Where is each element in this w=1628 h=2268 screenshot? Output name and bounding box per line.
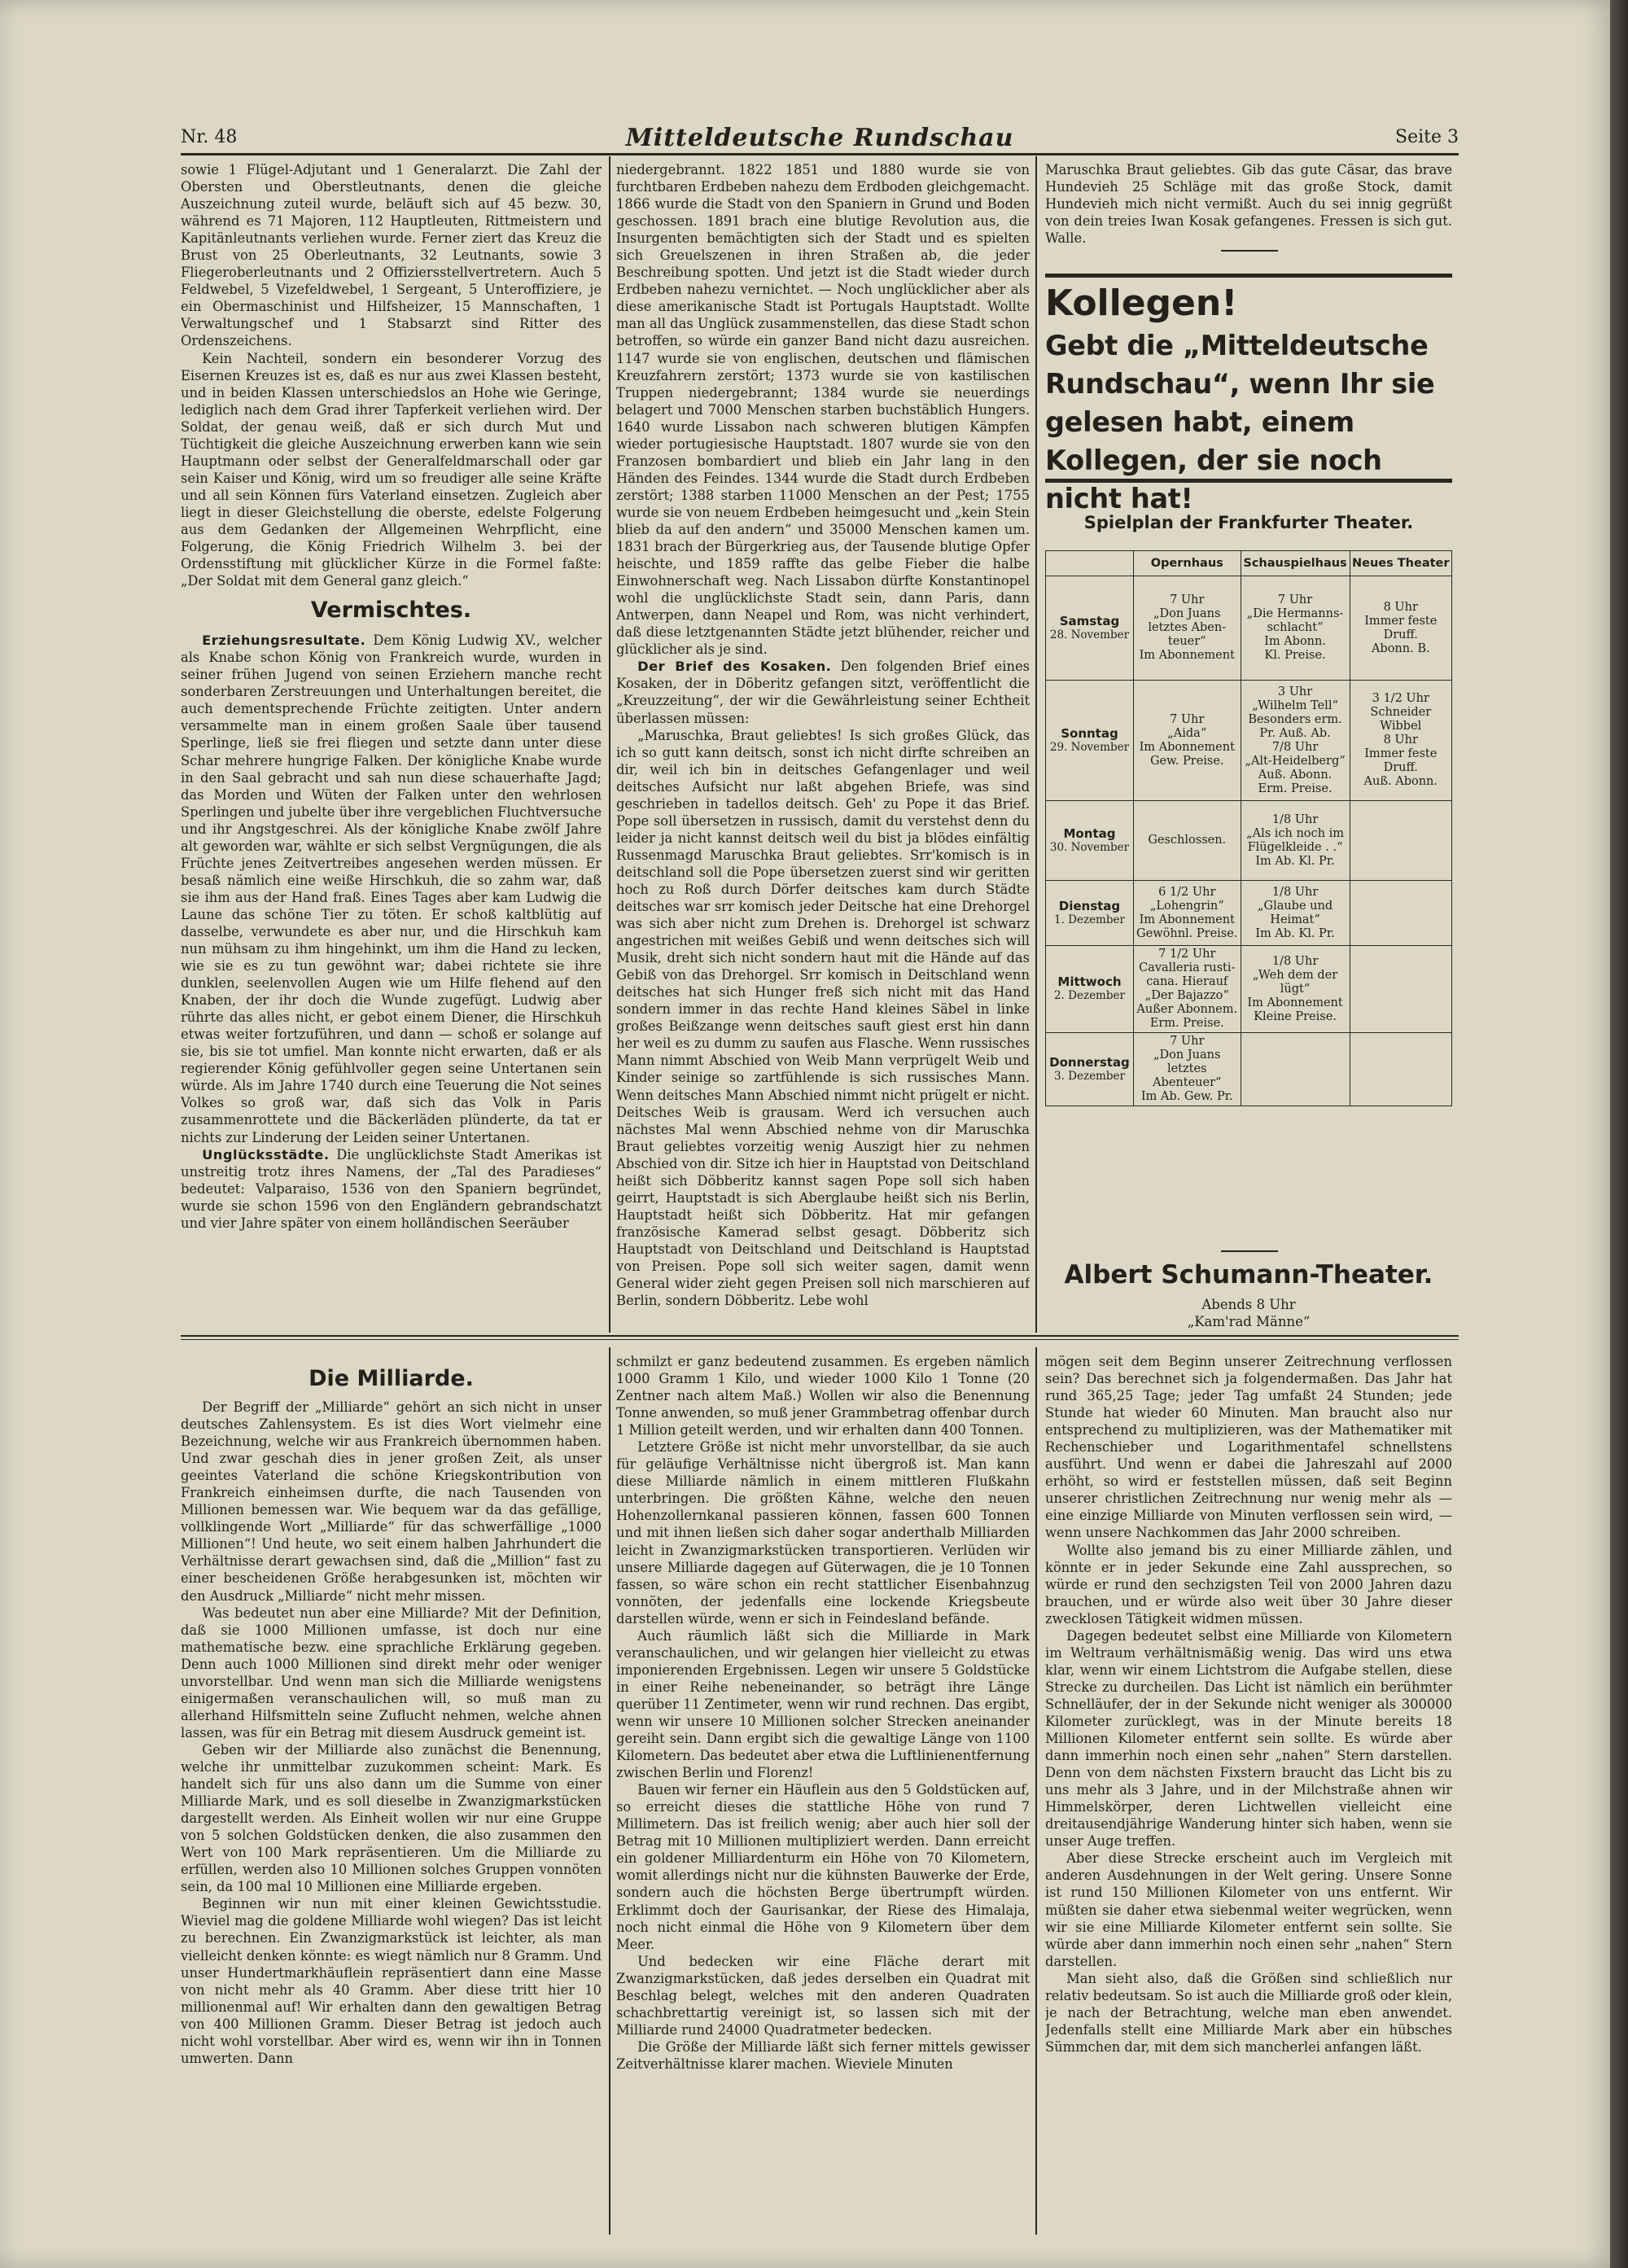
- schedule-line: 1/8 Uhr: [1271, 885, 1319, 899]
- article-paragraph: Auch räumlich läßt sich die Milliarde in Mark veranschaulichen, und wir gelangen hier vielleicht zu etwas imponierenden Ergebnissen. Legen wir unsere 5 Goldstücke in einer Reihe nebeneinander, so beträgt ihre Länge querüber 11 Zentimeter, wenn wir rund rechnen. Das ergibt, wenn wir unsere 10 Millionen solcher Strecken aneinander gereiht sein. Dann ergibt sich die gewaltige Länge von 1100 Kilometern. Das bedeutet aber etwa die Luftlinienentfernung zwischen Berlin und Florenz!: [616, 1627, 1030, 1781]
- schedule-line: Immer feste: [1364, 747, 1438, 760]
- article-paragraph: Geben wir der Milliarde also zunächst die Benennung, welche ihr unmittelbar zuzukommen scheint: Mark. Es handelt sich für uns also dann um die Summe von einer Milliarde Mark, und es soll dieselbe in Zwanzigmarkstücken dargestellt werden. Als Einheit wollen wir nur eine Gruppe von 5 solchen Goldstücken denken, die also zusammen den Wert von 100 Mark repräsentieren. Um die Milliarde zu erfüllen, werden also 10 Millionen solches Gruppen vonnöten sein, da 100 mal 10 Millionen eine Milliarde ergeben.: [181, 1741, 602, 1895]
- table-row: [1046, 1033, 1452, 1106]
- kosak-letter: „Maruschka, Braut geliebtes! Is sich großes Glück, das ich so gutt kann deitsch, sonst ich nicht dirfte schreiben an dir, weil ich bin in deitsches Gefangenlager und weil deitsches Aufsicht nur laßt abgehen Briefe, was sind geschrieben in tadellos deitsch. Geh' zu Pope it das Brief. Pope soll übersetzen in russisch, damit du verstehst denn du leider ja nicht kannst deitsch weil du bist ja blödes einfältig Russenmagd Maruschka Braut geliebtes. Srr'komisch is in deitschland soll die Pope übersetzen zuerst sind wir geritten hoch zu Roß durch Dörfer deitsches kam durch Städte deitsches war srr komisch jeder Deitsche hat eine Drehorgel was sich aber nicht zum Drehen is. Drehorgel ist schwarz angestrichen mit weißes Gebiß und wenn deitsches sich will Musik, dreht sich nicht sondern haut mit die Hände auf das Gebiß von das Drehorgel. Srr komisch in Deitschland wenn deitsches hat sich Hunger freß sich nicht mit das Hand sondern immer in das rechte Hand kleines Säbel in linke großes Beißzange wenn deitsches sauft giest erst hin dann her weil es zu dumm zu saufen aus Flasche. Wenn russisches Mann nimmt Abschied von Weib Mann verprügelt Weib und Kinder seinige so zartfühlende is sich russisches Mann. Wenn deitsches Mann Abschied nimmt nicht prügelt er nicht. Deitsches Weib is grausam. Werd ich versuchen auch nächstes Mal wenn Abschied nehme von dir Maruschka Braut geliebtes vorzeitig wenig Auszigt hier zu nehmen Abschied von dir. Sitze ich hier in Hauptstad von Deitschland heißt sich Döbberitz kannst sagen Pope soll sich haben geirrt, Hauptstadt is sich Aberglaube heißt sich nis Berlin, Hauptstadt heißt sich Döbberitz. Hat mir gefangen französische Kamerad selbst gesagt. Döbberitz sich Hauptstadt von Deitschland und Deitschland is Hauptstad von Preisen. Pope soll sich weiter sagen, damit wenn General wider zieht gegen Preisen soll nich marschieren auf Berlin, sondern Döbberitz. Lebe wohl: [616, 727, 1030, 1309]
- schedule-line: 7 1/2 Uhr: [1158, 948, 1216, 961]
- schedule-line: 8 Uhr: [1383, 733, 1418, 747]
- page-header: [181, 122, 1459, 155]
- day-date: 1. Dezember: [1053, 913, 1125, 926]
- ad-rule-bottom: [1045, 479, 1452, 483]
- schedule-line: teuer“: [1167, 635, 1206, 648]
- schedule-day: [1046, 1033, 1134, 1106]
- schedule-cell: [1241, 881, 1350, 946]
- day-date: 29. November: [1049, 740, 1130, 754]
- day-date: 2. Dezember: [1053, 989, 1125, 1002]
- schedule-line: „Wilhelm Tell“: [1252, 698, 1338, 712]
- schedule-line: 7 Uhr: [1170, 593, 1205, 606]
- milliarde-column-1: [181, 1353, 602, 2240]
- header-rule: [181, 153, 1459, 155]
- day-name: Montag: [1063, 825, 1116, 841]
- section-separator: [181, 1339, 1459, 1340]
- schedule-line: Druff.: [1383, 761, 1418, 774]
- schedule-line: Im Abonnement: [1247, 996, 1343, 1009]
- ad-rule-top: [1045, 274, 1452, 278]
- schedule-line: Besonders erm.: [1248, 712, 1342, 726]
- schedule-line: lügt“: [1280, 982, 1311, 996]
- table-row: [1046, 881, 1452, 946]
- article-paragraph: Was bedeutet nun aber eine Milliarde? Mit der Definition, daß sie 1000 Millionen umfasse, ist doch nur eine mathematische bezw. eine sprachliche Erklärung gegeben. Denn auch 1000 Millionen sind direkt mehr oder weniger unvorstellbar. Und wenn man sich die Milliarde wenigstens einigermaßen veranschaulichen will, so muß man zu allerhand Hilfsmitteln seine Zuflucht nehmen, welche ahnen lassen, was für ein Betrag mit diesem Ausdruck gemeint ist.: [181, 1605, 602, 1740]
- schedule-cell: [1350, 1033, 1451, 1106]
- schedule-line: Cavalleria rusti-: [1139, 961, 1236, 974]
- schedule-line: letztes Abenteuer“: [1153, 1062, 1222, 1089]
- schedule-line: Im Ab. Gew. Pr.: [1140, 1090, 1233, 1103]
- kosak-letter-end: Maruschka Braut geliebtes. Gib das gute Cäsar, das brave Hundevieh 25 Schläge mit das große Stock, damit Hundevieh mich nicht vermißt. Auch du sei innig gegrüßt von dein treies Iwan Kosak gefangenes. Fressen is sich gut. Walle.: [1045, 162, 1452, 247]
- article-paragraph: Der Begriff der „Milliarde“ gehört an sich nicht in unser deutsches Zahlensystem. Es ist dies Wort vielmehr eine Bezeichnung, welche wir aus Frankreich übernommen haben. Und zwar geschah dies in jener großen Zeit, als unser geeintes Vaterland die schöne Kriegskontribution von Frankreich einheimsen durfte, die nach Tausenden von Millionen bemessen war. Wie bequem war da das gefällige, vollklingende Wort „Milliarde“ für das schwerfällige „1000 Millionen“! Und heute, wo seit einem halben Jahrhundert die Verhältnisse derart gewachsen sind, daß die „Million“ fast zu einer bescheidenen Größe herabgesunken ist, möchten wir den Ausdruck „Milliarde“ nicht mehr missen.: [181, 1399, 602, 1604]
- schedule-line: 7 Uhr: [1277, 593, 1313, 606]
- article-paragraph: mögen seit dem Beginn unserer Zeitrechnung verflossen sein? Das berechnet sich ja folgendermaßen. Das Jahr hat rund 365,25 Tage; jeder Tag umfaßt 24 Stunden; jede Stunde hat wieder 60 Minuten. Man braucht also nur entsprechend zu multiplizieren, was der Mathematiker mit Rechenschieber und Logarithmentafel schnellstens ausführt. Und wenn er dabei die Jahreszahl auf 2000 erhöht, so wird er feststellen müssen, daß seit Beginn unserer christlichen Zeitrechnung nur wenig mehr als — eine einzige Milliarde von Minuten verflossen sein wird, — wenn unsere Nachkommen das Jahr 2000 schreiben.: [1045, 1354, 1452, 1541]
- schedule-line: „Alt-Heidelberg“: [1245, 754, 1346, 768]
- article-paragraph: Bauen wir ferner ein Häuflein aus den 5 Goldstücken auf, so erreicht dieses die stattliche Höhe von rund 7 Millimetern. Das ist freilich wenig; aber auch hier soll der Betrag mit 10 Millionen multipliziert werden. Dann erreicht ein goldener Milliardenturm ein Höhe von 70 Kilometern, womit allerdings nicht nur die kühnsten Bauwerke der Erde, sondern auch die höchsten Berge übertrumpft würden. Erklimmt doch der Gaurisankar, der Riese des Himalaja, noch nicht einmal die Höhe von 9 Kilometern über dem Meer.: [616, 1782, 1030, 1952]
- schedule-cell: [1350, 681, 1451, 801]
- short-rule: [1221, 1250, 1278, 1252]
- schedule-line: 7 Uhr: [1170, 1035, 1205, 1048]
- schedule-line: „Aida“: [1167, 726, 1207, 740]
- schedule-line: „Glaube und: [1257, 899, 1333, 913]
- column-header: Neues Theater: [1350, 551, 1451, 576]
- schedule-line: „Weh dem der: [1252, 968, 1338, 982]
- schedule-cell: [1133, 681, 1241, 801]
- runin-title: Unglücksstädte.: [202, 1146, 330, 1162]
- schedule-line: Im Abonnement: [1139, 740, 1235, 754]
- schedule-line: schlacht“: [1267, 621, 1324, 634]
- section-separator: [181, 1335, 1459, 1337]
- day-date: 30. November: [1049, 840, 1130, 854]
- schedule-cell: [1241, 946, 1350, 1033]
- schedule-cell: [1241, 1033, 1350, 1106]
- article-paragraph: Und bedecken wir eine Fläche derart mit Zwanzigmarkstücken, daß jedes derselben ein Quadrat mit Beschlag belegt, welches mit den anderen Quadraten schachbrettartig vereinigt ist, so lassen sich mit der Milliarde rund 24000 Quadratmeter bedecken.: [616, 1953, 1030, 2038]
- masthead-title: Mitteldeutsche Rundschau: [625, 124, 1014, 152]
- section-heading-vermischtes: Vermischtes.: [310, 598, 472, 624]
- day-date: 3. Dezember: [1053, 1069, 1125, 1083]
- issue-number: Nr. 48: [181, 127, 238, 147]
- schedule-cell: [1241, 801, 1350, 881]
- schedule-line: Gewöhnl. Preise.: [1136, 926, 1238, 940]
- schedule-day: [1046, 681, 1134, 801]
- schedule-line: Auß. Abonn.: [1258, 768, 1333, 782]
- schedule-line: Geschlossen.: [1148, 834, 1227, 847]
- schedule-line: „Die Hermanns-: [1246, 607, 1344, 620]
- schedule-line: „Don Juans: [1153, 1049, 1221, 1062]
- column-3-letter-end: [1045, 161, 1452, 251]
- schedule-line: Auß. Abonn.: [1363, 775, 1438, 788]
- kollegen-advertisement: [1045, 281, 1452, 514]
- ad-headline: Kollegen!: [1045, 282, 1238, 324]
- day-name: Dienstag: [1058, 898, 1121, 913]
- day-name: Sonntag: [1061, 725, 1118, 741]
- column-1: [181, 161, 602, 1333]
- theater-schedule-table: [1045, 550, 1452, 1106]
- schedule-cell: [1350, 576, 1451, 681]
- article-ungluecksstaedte-cont: niedergebrannt. 1822 1851 und 1880 wurde sie von furchtbaren Erdbeben nahezu dem Erdboden gleichgemacht. 1866 wurde die Stadt von den Spaniern in Grund und Boden geschossen. 1891 brach eine blutige Revolution aus, die Insurgenten bemächtigten sich der Stadt und es spielten sich Greuelszenen in ihren Straßen ab, die jeder Beschreibung spotten. Und jetzt ist die Stadt wieder durch Erdbeben nahezu vernichtet. — Noch unglücklicher aber als diese amerikanische Stadt ist Portugals Hauptstadt. Wollte man all das Unglück zusammenstellen, das diese Stadt schon betroffen, so würde ein ganzer Band nicht dazu ausreichen. 1147 wurde sie von englischen, deutschen und flämischen Kreuzfahrern zerstört; 1373 wurde sie von kastilischen Truppen niedergebrannt; 1384 wurde sie neuerdings belagert und 7000 Menschen starben buchstäblich Hungers. 1640 wurde Lissabon nach schweren blutigen Kämpfen wieder portugiesische Hauptstadt. 1807 wurde sie von den Franzosen bombardiert und blieb ein Jahr lang in den Händen des Feindes. 1344 wurde die Stadt durch Erdbeben zerstört; 1388 starben 11000 Menschen an der Pest; 1755 wurde sie von neuem Erdbeben heimgesucht und „kein Stein blieb da auf den andern“ und 35000 Menschen kamen um. 1831 brach der Bürgerkrieg aus, der Tausende blutige Opfer heischte, und 1859 raffte das gelbe Fieber die halbe Einwohnerschaft weg. Nach Lissabon dürfte Konstantinopel wohl die unglücklichste Stadt sein, dann Paris, dann Antwerpen, dann Neapel und Rom, was nicht verhindert, daß diese letztgenannten Städte jetzt blühender, reicher und glücklicher als je sind.: [616, 162, 1030, 658]
- day-name: Mittwoch: [1057, 974, 1122, 989]
- schedule-line: letztes Aben-: [1148, 621, 1227, 634]
- article-paragraph: Letztere Größe ist nicht mehr unvorstellbar, da sie auch für geläufige Verhältnisse nicht übergroß ist. Man kann diese Milliarde nämlich in einem mittleren Flußkahn unterbringen. Die größten Kähne, welche den neuen Hohenzollernkanal passieren können, fassen 600 Tonnen und mit ihnen ließen sich daher sogar anderthalb Milliarden leicht in Zwanzigmarkstücken transportieren. Verlüden wir unsere Milliarde dagegen auf Güterwagen, die je 10 Tonnen fassen, so wäre schon ein recht stattlicher Eisenbahnzug vonnöten, der jedenfalls eine lockende Kriegsbeute darstellen würde, wenn er sich in Feindesland befände.: [616, 1439, 1030, 1627]
- schedule-line: 6 1/2 Uhr: [1158, 885, 1216, 899]
- theater-schedule-title: Spielplan der Frankfurter Theater.: [1083, 513, 1414, 532]
- runin-title: Der Brief des Kosaken.: [637, 659, 832, 675]
- column-rule: [1035, 156, 1037, 1333]
- schedule-line: „Der Bajazzo“: [1144, 989, 1229, 1002]
- schedule-cell: [1241, 576, 1350, 681]
- schedule-line: Abonn. B.: [1371, 641, 1430, 655]
- schedule-line: 8 Uhr: [1383, 600, 1418, 614]
- schedule-line: Immer feste: [1364, 614, 1438, 628]
- milliarde-column-2: [616, 1353, 1030, 2240]
- table-row: [1046, 576, 1452, 681]
- schedule-line: Flügelkleide . .“: [1247, 840, 1343, 854]
- article-ungluecksstaedte: Unglücksstädte. Die unglücklichste Stadt Amerikas ist unstreitig trotz ihres Namens, der „Tal des Paradieses“ bedeutet: Valparaiso, 1536 von den Spaniern begründet, wurde sie schon 1596 von den Engländern gebrandschatzt und vier Jahre später von einem holländischen Seeräuber: [181, 1146, 602, 1231]
- article-paragraph: Beginnen wir nun mit einer kleinen Gewichtsstudie. Wieviel mag die goldene Milliarde wohl wiegen? Das ist leicht zu berechnen. Ein Zwanzigmarkstück ist leichter, als man vielleicht denken könnte: es wiegt nämlich nur 8 Gramm. Und unser Hundertmarkhäuflein repräsentiert dann eine Masse von nicht mehr als 40 Gramm. Aber diese tritt hier 10 millionenmal auf! Wir erhalten dann den gewaltigen Betrag von 400 Millionen Gramm. Dieser Betrag ist jedoch auch nicht wohl vorstellbar. Aber wird es, wenn wir ihn in Tonnen umwerten. Dann: [181, 1896, 602, 2066]
- schedule-line: Gew. Preise.: [1149, 754, 1224, 768]
- article-paragraph: Aber diese Strecke erscheint auch im Vergleich mit anderen Ausdehnungen in der Welt gering. Unsere Sonne ist rund 150 Millionen Kilometer von uns entfernt. Wir müßten sie daher etwa siebenmal weiter wegrücken, wenn wir sie eine Milliarde Kilometer entfernt sein sollte. Sie würde aber dann immerhin noch einen sehr „nahen“ Stern darstellen.: [1045, 1850, 1452, 1969]
- schedule-line: 1/8 Uhr: [1271, 954, 1319, 968]
- schedule-day: [1046, 881, 1134, 946]
- page-number: Seite 3: [1395, 127, 1459, 147]
- schedule-line: „Als ich noch im: [1246, 826, 1344, 840]
- iron-cross-paragraph-2: Kein Nachteil, sondern ein besonderer Vorzug des Eisernen Kreuzes ist es, daß es nur aus zwei Klassen besteht, und in beiden Klassen unterschiedslos an Hohe wie Geringe, lediglich nach dem Grad ihrer Tapferkeit verliehen wird. Der Soldat, der genau weiß, daß er sich durch Mut und Tüchtigkeit die gleiche Auszeichnung erwerben kann wie sein Hauptmann oder selbst der Generalfeldmarschall oder gar sein Kaiser und König, wird um so freudiger alle seine Kräfte und all sein Können fürs Vaterland einsetzen. Zugleich aber liegt in dieser Gleichstellung die oberste, edelste Folgerung aus dem Gedanken der Allgemeinen Wehrpflicht, eine Folgerung, die König Friedrich Wilhelm 3. bei der Ordensstiftung mit glücklicher Kürze in die Formel faßte: „Der Soldat mit dem General ganz gleich.“: [181, 350, 602, 589]
- schumann-theater-info: Abends 8 Uhr „Kam'rad Männe“: [1187, 1297, 1311, 1329]
- iron-cross-paragraph: sowie 1 Flügel-Adjutant und 1 Generalarzt. Die Zahl der Obersten und Oberstleutnants, denen die gleiche Auszeichnung zuteil wurde, beläuft sich auf 45 bezw. 30, während es 71 Majoren, 112 Hauptleuten, Rittmeistern und Kapitänleutnants verliehen wurde. Ferner ziert das Kreuz die Brust von 25 Oberleutnants, 32 Leutnants, sowie 3 Fliegeroberleutnants und 2 Offiziersstellvertretern. Auch 5 Feldwebel, 5 Vizefeldwebel, 1 Sergeant, 5 Unteroffiziere, je ein Obermaschinist und Hilfsheizer, 15 Mannschaften, 1 Verwaltungschef und 1 Stabsarzt sind Ritter des Ordenszeichens.: [181, 162, 602, 349]
- article-paragraph: Die Größe der Milliarde läßt sich ferner mittels gewisser Zeitverhältnisse klarer machen. Wieviele Minuten: [616, 2038, 1030, 2072]
- schedule-day: [1046, 576, 1134, 681]
- schedule-line: 3 Uhr: [1277, 685, 1313, 698]
- schedule-cell: [1133, 946, 1241, 1033]
- table-row: [1046, 946, 1452, 1033]
- schedule-line: 7/8 Uhr: [1271, 740, 1319, 754]
- schedule-line: 7 Uhr: [1170, 712, 1205, 726]
- day-date: 28. November: [1049, 628, 1130, 641]
- schedule-day: [1046, 801, 1134, 881]
- article-paragraph: Man sieht also, daß die Größen sind schließlich nur relativ bedeutsam. So ist auch die Milliarde groß oder klein, je nach der Betrachtung, welche man eben anwendet. Jedenfalls stellt eine Milliarde Mark aber ein hübsches Sümmchen dar, mit dem sich mancherlei anfangen läßt.: [1045, 1970, 1452, 2055]
- schedule-line: cana. Hierauf: [1146, 975, 1228, 988]
- article-paragraph: Wollte also jemand bis zu einer Milliarde zählen, und könnte er in jeder Sekunde eine Zahl aussprechen, so würde er rund den sechzigsten Teil von 2000 Jahren dazu brauchen, und er würde also weit über 30 Jahre dieser zwecklosen Tätigkeit widmen müssen.: [1045, 1542, 1452, 1627]
- day-name: Samstag: [1059, 613, 1120, 628]
- day-name: Donnerstag: [1049, 1054, 1130, 1070]
- schedule-line: Kl. Preise.: [1264, 649, 1326, 662]
- article-heading-milliarde: Die Milliarde.: [309, 1366, 474, 1391]
- schedule-line: Erm. Preise.: [1149, 1017, 1224, 1030]
- schedule-cell: [1133, 881, 1241, 946]
- schedule-line: Im Ab. Kl. Pr.: [1255, 926, 1335, 940]
- column-rule: [609, 156, 610, 1333]
- schedule-cell: [1241, 681, 1350, 801]
- schedule-line: Schneider Wibbel: [1370, 706, 1432, 733]
- table-row: [1046, 801, 1452, 881]
- schumann-theater-title: Albert Schumann-Theater.: [1064, 1260, 1433, 1289]
- schedule-cell: [1350, 946, 1451, 1033]
- column-rule: [609, 1347, 610, 2235]
- runin-title: Erziehungsresultate.: [202, 633, 366, 649]
- column-header: Opernhaus: [1133, 551, 1241, 576]
- schedule-cell: [1133, 1033, 1241, 1106]
- schedule-line: 1/8 Uhr: [1271, 812, 1319, 826]
- column-rule: [1035, 1347, 1037, 2235]
- schedule-cell: [1133, 801, 1241, 881]
- schedule-cell: [1133, 576, 1241, 681]
- short-rule: [1221, 250, 1278, 252]
- schedule-line: Außer Abonnem.: [1136, 1003, 1238, 1016]
- schedule-line: Heimat“: [1270, 913, 1320, 926]
- schedule-line: „Lohengrin“: [1149, 899, 1224, 913]
- table-header-row: [1046, 551, 1452, 576]
- schedule-line: Im Abonnement: [1139, 913, 1235, 926]
- schedule-line: Im Abonnement: [1139, 649, 1235, 662]
- article-erziehungsresultate: Erziehungsresultate. Dem König Ludwig XV., welcher als Knabe schon König von Frankreich wurde, wurden in seiner frühen Jugend von seinen Erziehern manche recht sonderbaren Zerstreuungen und Unterhaltungen bereitet, die auch dementsprechende Früchte zeitigten. Unter andern versammelte man in einem großen Saale über tausend Sperlinge, ließ sie frei fliegen und setzte dann unter diese Schar mehrere hungrige Falken. Der königliche Knabe wurde in den Saal gebracht und sah nun diese schauerhafte Jagd; das Morden und Wüten der Falken unter den wehrlosen Sperlingen und jubelte über ihre vergeblichen Fluchtversuche und ihr Angstgeschrei. Als der königliche Knabe zwölf Jahre alt geworden war, wählte er sich selbst Vergnügungen, die als Früchte jenes Zeitvertreibes angesehen werden müssen. Er besaß nämlich eine weiße Hirschkuh, die so zahm war, daß sie ihm aus der Hand fraß. Eines Tages aber kam Ludwig die Laune das schöne Tier zu töten. Er schoß kaltblütig auf dasselbe, verwundete es aber nur, und die Hirschkuh kam nun mühsam zu ihm hingehinkt, um ihm die Hand zu lecken, wie sie es zu tun gewöhnt war; dabei richtete sie ihre dunklen, seelenvollen Augen wie um Hilfe flehend auf den Knaben, der ihr doch die Wunde zugefügt. Ludwig aber rührte das alles nicht, er gebot einem Diener, die Hirschkuh etwas weiter fortzuführen, und dann — schoß er solange auf sie, bis sie tot umfiel. Man konnte nicht erwarten, daß er als regierender König gefühlvoller gegen seine Untertanen sein würde. Als im Jahre 1740 durch eine Teuerung die Not seines Volkes so groß war, daß sich das Volk in Paris zusammenrottete und die Bäckerläden plünderte, da tat er nichts zur Linderung der Leiden seiner Untertanen.: [181, 633, 602, 1145]
- column-header: Schauspielhaus: [1241, 551, 1350, 576]
- schedule-line: Im Ab. Kl. Pr.: [1255, 854, 1335, 868]
- column-2: [616, 161, 1030, 1333]
- schedule-cell: [1350, 881, 1451, 946]
- schedule-day: [1046, 946, 1134, 1033]
- schedule-line: Im Abonn.: [1264, 635, 1326, 648]
- table-row: [1046, 681, 1452, 801]
- schedule-line: Kleine Preise.: [1254, 1009, 1337, 1023]
- schedule-cell: [1350, 801, 1451, 881]
- schedule-line: „Don Juans: [1153, 607, 1221, 620]
- article-brief-des-kosaken: Der Brief des Kosaken. Den folgenden Brief eines Kosaken, der in Döberitz gefangen sitzt, veröffentlicht die „Kreuzzeitung“, der wir die Gewährleistung seiner Echtheit überlassen müssen:: [616, 659, 1030, 726]
- ad-body: Gebt die „Mitteldeutsche Rundschau“, wenn Ihr sie gelesen habt, einem Kollegen, der sie noch nicht hat!: [1045, 330, 1435, 514]
- article-paragraph: schmilzt er ganz bedeutend zusammen. Es ergeben nämlich 1000 Gramm 1 Kilo, und wieder 1000 Kilo 1 Tonne (20 Zentner nach altem Maß.) Wollen wir also die Benennung Tonne anwenden, so muß jener Grammbetrag offenbar durch 1 Million geteilt werden, und wir erhalten dann 400 Tonnen.: [616, 1354, 1030, 1438]
- schedule-line: Druff.: [1383, 628, 1418, 641]
- milliarde-column-3: [1045, 1353, 1452, 2240]
- page-edge: [1610, 0, 1628, 2268]
- schedule-line: 3 1/2 Uhr: [1372, 692, 1429, 705]
- schedule-line: Erm. Preise.: [1258, 782, 1333, 795]
- schedule-line: Pr. Auß. Ab.: [1259, 726, 1331, 740]
- article-paragraph: Dagegen bedeutet selbst eine Milliarde von Kilometern im Weltraum verhältnismäßig wenig. Das wird uns etwa klar, wenn wir einem Lichtstrom die Aufgabe stellen, diese Strecke zu durcheilen. Das Licht ist nämlich ein berühmter Schnelläufer, der in der Sekunde nicht weniger als 300000 Kilometer zurücklegt, was in der Minute bereits 18 Millionen Kilometer entfernt sein sollte. Es würde aber dann immerhin noch einen sehr „nahen“ Stern darstellen. Denn von dem nächsten Fixstern braucht das Licht bis zu uns mehr als 3 Jahre, und in der Milchstraße ahnen wir Himmelskörper, deren Lichtwellen vielleicht eine dreitausendjährige Wanderung hinter sich haben, wenn sie unser Auge treffen.: [1045, 1627, 1452, 1850]
